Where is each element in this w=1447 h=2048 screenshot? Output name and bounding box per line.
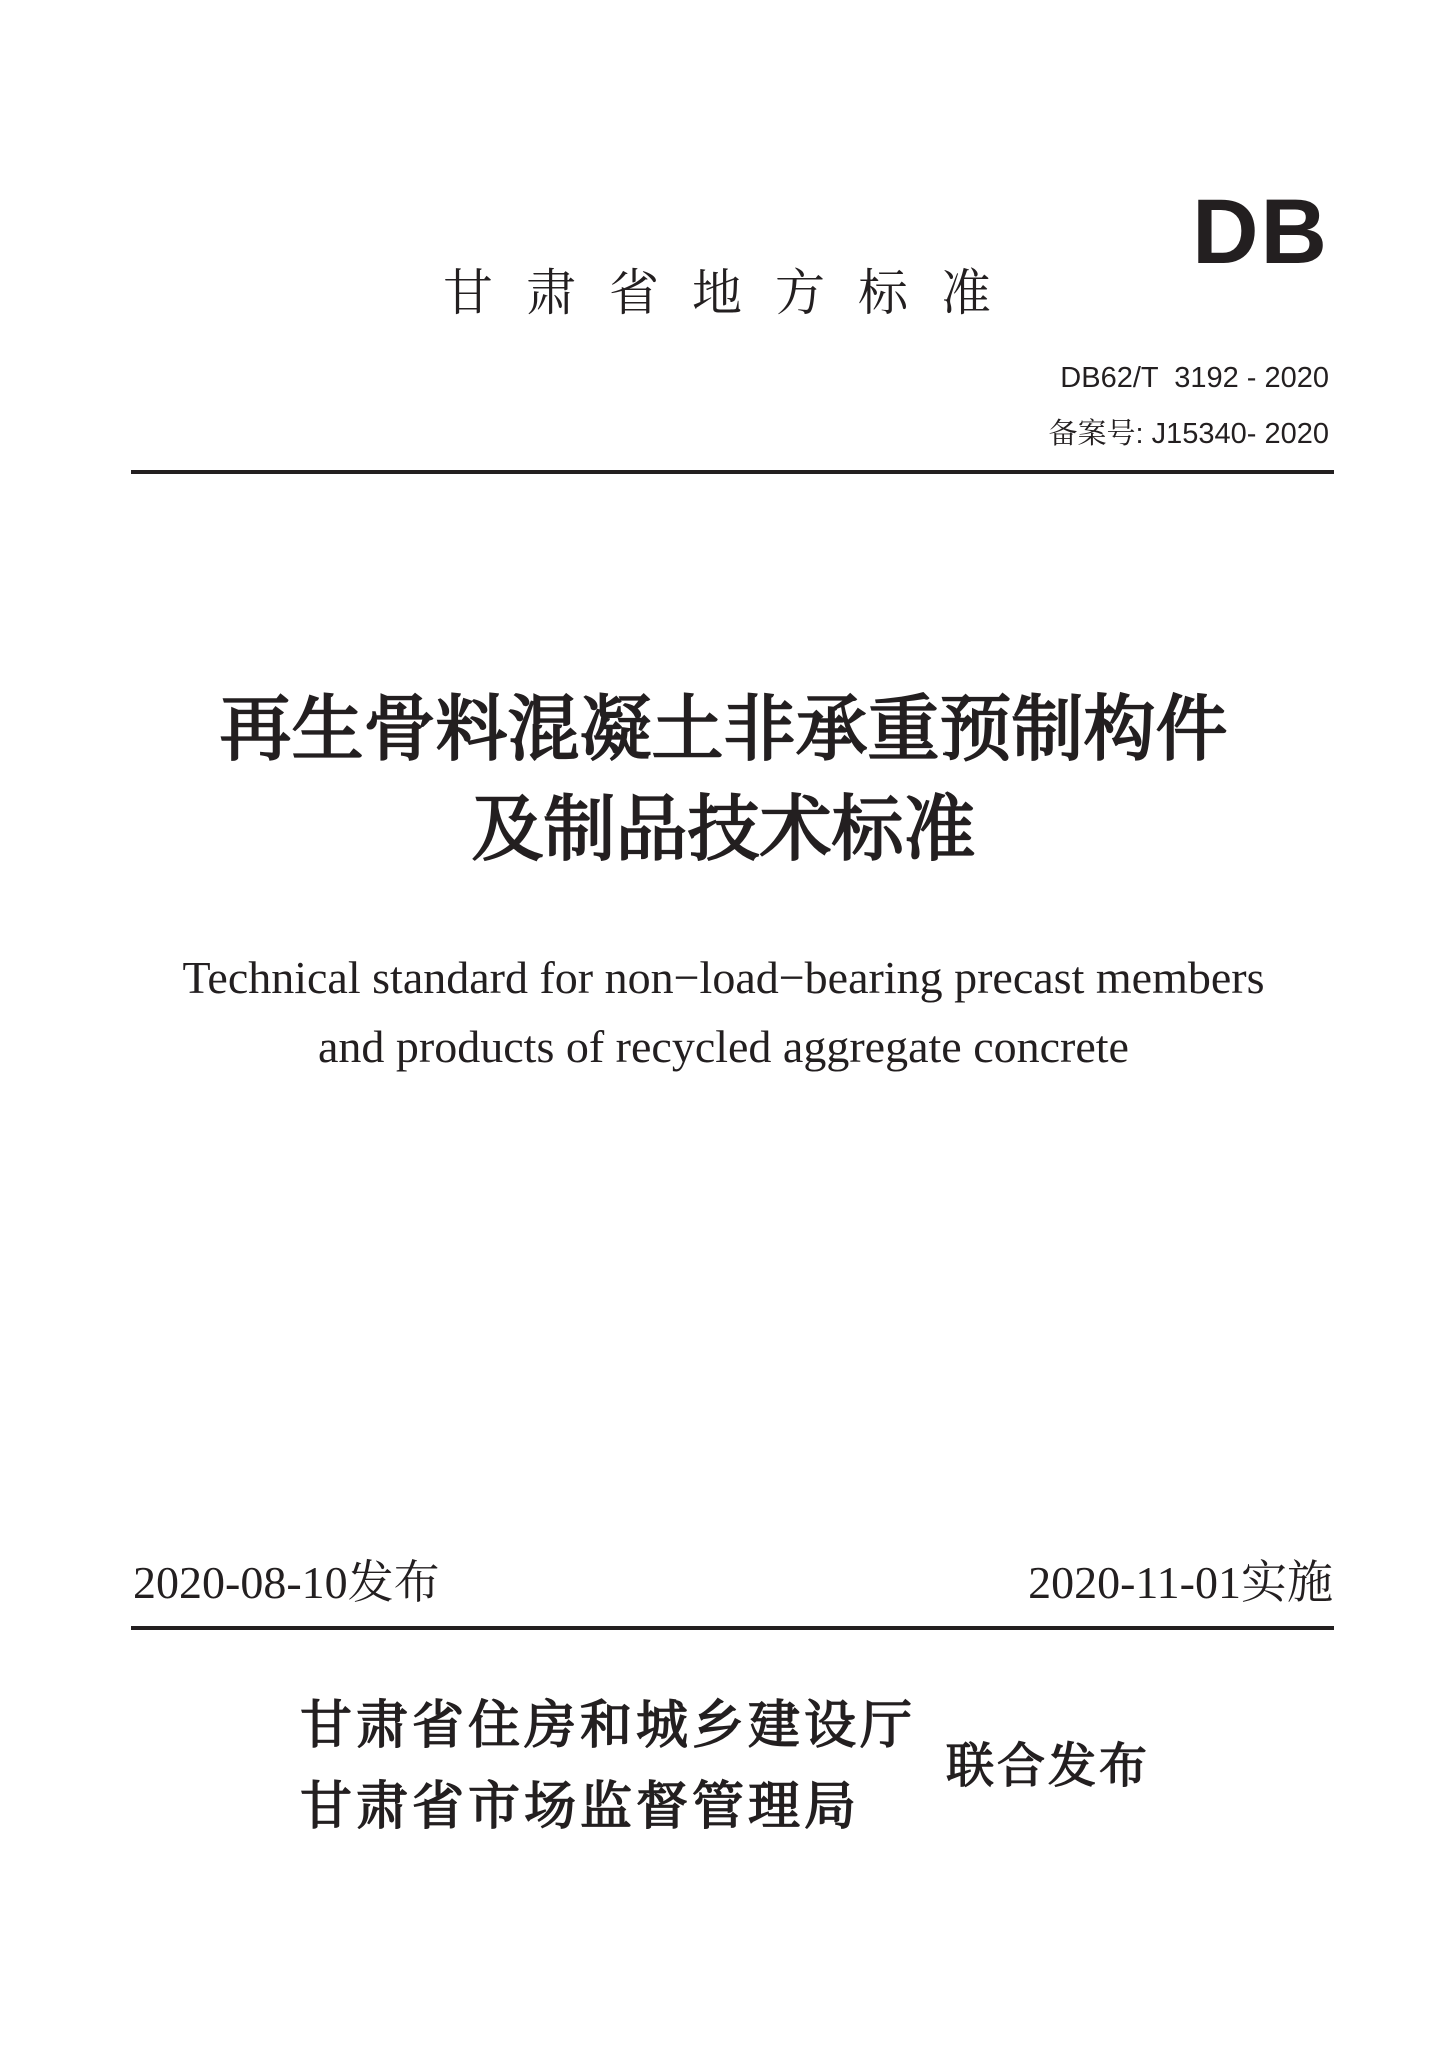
title-cn-line-2: 及制品技术标准 xyxy=(471,786,976,871)
top-divider xyxy=(131,470,1334,474)
effective-date: 2020-11-01实施 xyxy=(1028,1557,1333,1608)
title-en-line-1: Technical standard for non−load−bearing precast members xyxy=(182,952,1265,1003)
joint-release-label: 联合发布 xyxy=(946,1738,1151,1794)
db-logo: DB xyxy=(1192,181,1329,283)
publisher-market-bureau: 甘肃省市场监督管理局 xyxy=(300,1777,861,1837)
publisher-housing-dept: 甘肃省住房和城乡建设厅 xyxy=(300,1696,917,1756)
title-cn-line-1: 再生骨料混凝土非承重预制构件 xyxy=(219,686,1228,771)
title-en-line-2: and products of recycled aggregate concrete xyxy=(318,1021,1129,1072)
issue-date: 2020-08-10发布 xyxy=(133,1557,440,1608)
record-number: 备案号: J15340- 2020 xyxy=(1048,418,1329,450)
standard-kind: 甘肃省地方标准 xyxy=(443,264,1024,322)
standard-number: DB62/T 3192 - 2020 xyxy=(1060,362,1329,394)
bottom-divider xyxy=(131,1626,1334,1630)
